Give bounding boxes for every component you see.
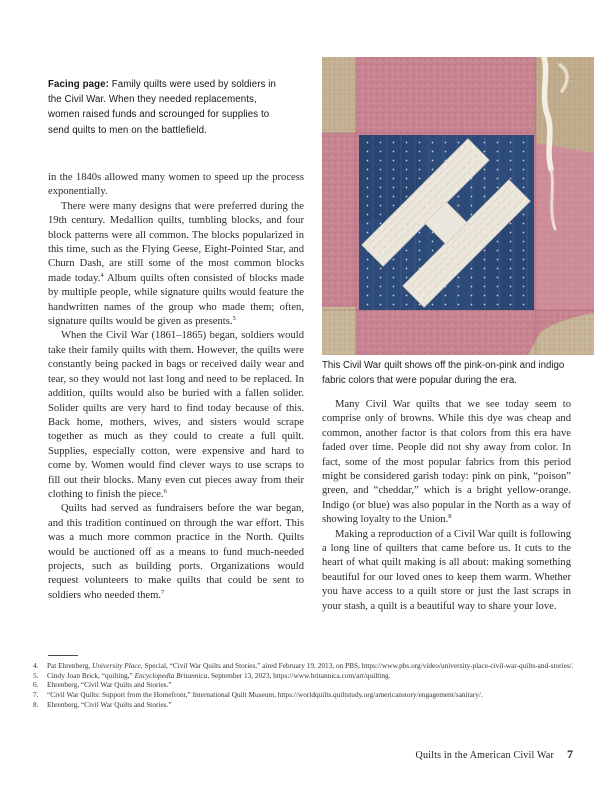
text-segment: Ehrenberg, “Civil War Quilts and Stories.” <box>47 699 172 709</box>
text-segment: in the 1840s allowed many women to speed up the process exponentially. <box>48 172 304 198</box>
footnote-reference: 6 <box>163 487 167 495</box>
facing-page-caption-text: Family quilts were used by soldiers in the Civil War. When they needed replacements, women raised funds and scrounged for supplies to send quilts to men on the battlefield. <box>48 79 276 136</box>
text-segment: There were many designs that were preferred during the 19th century. Medallion quilts, tumbling blocks, and four block patterns were all common. The blocks popularized in this time, such as the Flying Geese, Eight-Pointed Star, and Churn Dash, are still some of the most common blocks made today. <box>48 200 304 284</box>
footnote-text <box>47 690 581 700</box>
footnotes <box>33 661 581 710</box>
footnote-reference: 4 <box>100 271 104 279</box>
text-segment: “Civil War Quilts: Support from the Homefront,” International Quilt Museum, https://worldquilts.quiltstudy.org/americanstory/engagement/sanitary/. <box>47 690 483 700</box>
text-segment: Ehrenberg, “Civil War Quilts and Stories.” <box>47 680 172 690</box>
footnote-text <box>47 671 581 681</box>
text-segment: University Place <box>92 661 141 670</box>
footnote <box>33 661 581 671</box>
footnote-text <box>47 680 581 690</box>
page-number: 7 <box>567 747 573 761</box>
text-segment: Many Civil War quilts that we see today seem to comprise only of browns. While this dye was cheap and common, another factor is that colors from this era have faded over time. People did not shy away from color. In fact, some of the most popular fabrics from this period might be considered garish today: pink on pink, “poison” green, and “cheddar,” which is a bright yellow-orange. Indigo (or blue) was also popular in the North as a way of showing loyalty to the Union. <box>322 399 571 526</box>
paragraph <box>322 398 571 528</box>
footnote-number: 6. <box>33 680 39 690</box>
right-text-column <box>322 398 571 614</box>
footnote-number: 5. <box>33 670 39 680</box>
footnote-text <box>47 700 581 710</box>
quilt-photo-graphic <box>322 57 594 355</box>
footnote-reference: 7 <box>160 588 165 596</box>
footnote <box>33 700 581 710</box>
text-segment: Album quilts often consisted of blocks made by multiple people, while signature quilts would feature the handwritten names of the group who made them; often, signature quilts would be given as presents. <box>48 272 304 328</box>
paragraph <box>48 329 304 502</box>
paragraph <box>48 502 304 603</box>
footnote <box>33 671 581 681</box>
paragraph <box>48 171 304 200</box>
facing-page-caption <box>48 77 288 138</box>
running-title: Quilts in the American Civil War <box>415 750 554 761</box>
text-segment: Cindy Joan Brick, “quilting,” <box>47 670 135 680</box>
text-segment: , September 13, 2023, https://www.britannica.com/art/quilting. <box>207 670 391 680</box>
footnote-divider <box>48 655 78 656</box>
text-segment: Encyclopedia Britannica <box>134 670 208 680</box>
footnote <box>33 680 581 690</box>
facing-page-caption-lead: Facing page: <box>48 79 109 90</box>
text-segment: Pat Ehrenberg, <box>47 661 93 670</box>
paragraph <box>48 200 304 330</box>
footnote <box>33 690 581 700</box>
page-footer <box>416 747 573 762</box>
footnote-number: 4. <box>33 661 39 670</box>
text-segment: Quilts had served as fundraisers before the war began, and this tradition continued on through the war effort. This was a much more common practice in the North. Quilts would be auctioned off as a means to fund much-needed projects, such as building ports. Organizations would request volunteers to make quilts that could be sent to soldiers who needed them. <box>48 503 304 601</box>
footnote-text <box>47 661 581 671</box>
paragraph <box>322 528 571 614</box>
footnote-number: 8. <box>33 699 39 709</box>
left-text-column <box>48 171 304 603</box>
quilt-photo <box>322 57 594 355</box>
footnote-reference: 5 <box>232 315 236 323</box>
footnote-reference: 8 <box>448 513 452 521</box>
text-segment: Making a reproduction of a Civil War quilt is following a long line of quilters that came before us. It cuts to the heart of what quilt making is all about: making something beautiful for our loved ones to keep them warm. Whether you have access to a quilt store or just the last scraps in your stash, a quilt is a beautiful way to share your love. <box>322 528 571 612</box>
text-segment: , Special, “Civil War Quilts and Stories,” aired February 19, 2013, on PBS, https://www.pbs.org/video/university-place-civil-war-quilts-and-stories/. <box>140 661 574 670</box>
text-segment: When the Civil War (1861–1865) began, soldiers would take their family quilts with them. However, the quilts were constantly being packed in bags or received daily wear and tear, so they would not last long and need to be replaced. In addition, quilts would also be buried with a fallen solider. Solider quilts are very hard to find today because of this. Back home, mothers, wives, and sisters would scrape together as much as they could to create a full quilt. Supplies, especially cotton, were expensive and hard to come by. Women would find clever ways to use scraps to fill out their blocks. Many even cut pieces away from their clothing to finish the piece. <box>48 330 304 500</box>
quilt-photo-caption: This Civil War quilt shows off the pink-on-pink and indigo fabric colors that were popular during the era. <box>322 360 565 386</box>
footnote-number: 7. <box>33 690 39 700</box>
